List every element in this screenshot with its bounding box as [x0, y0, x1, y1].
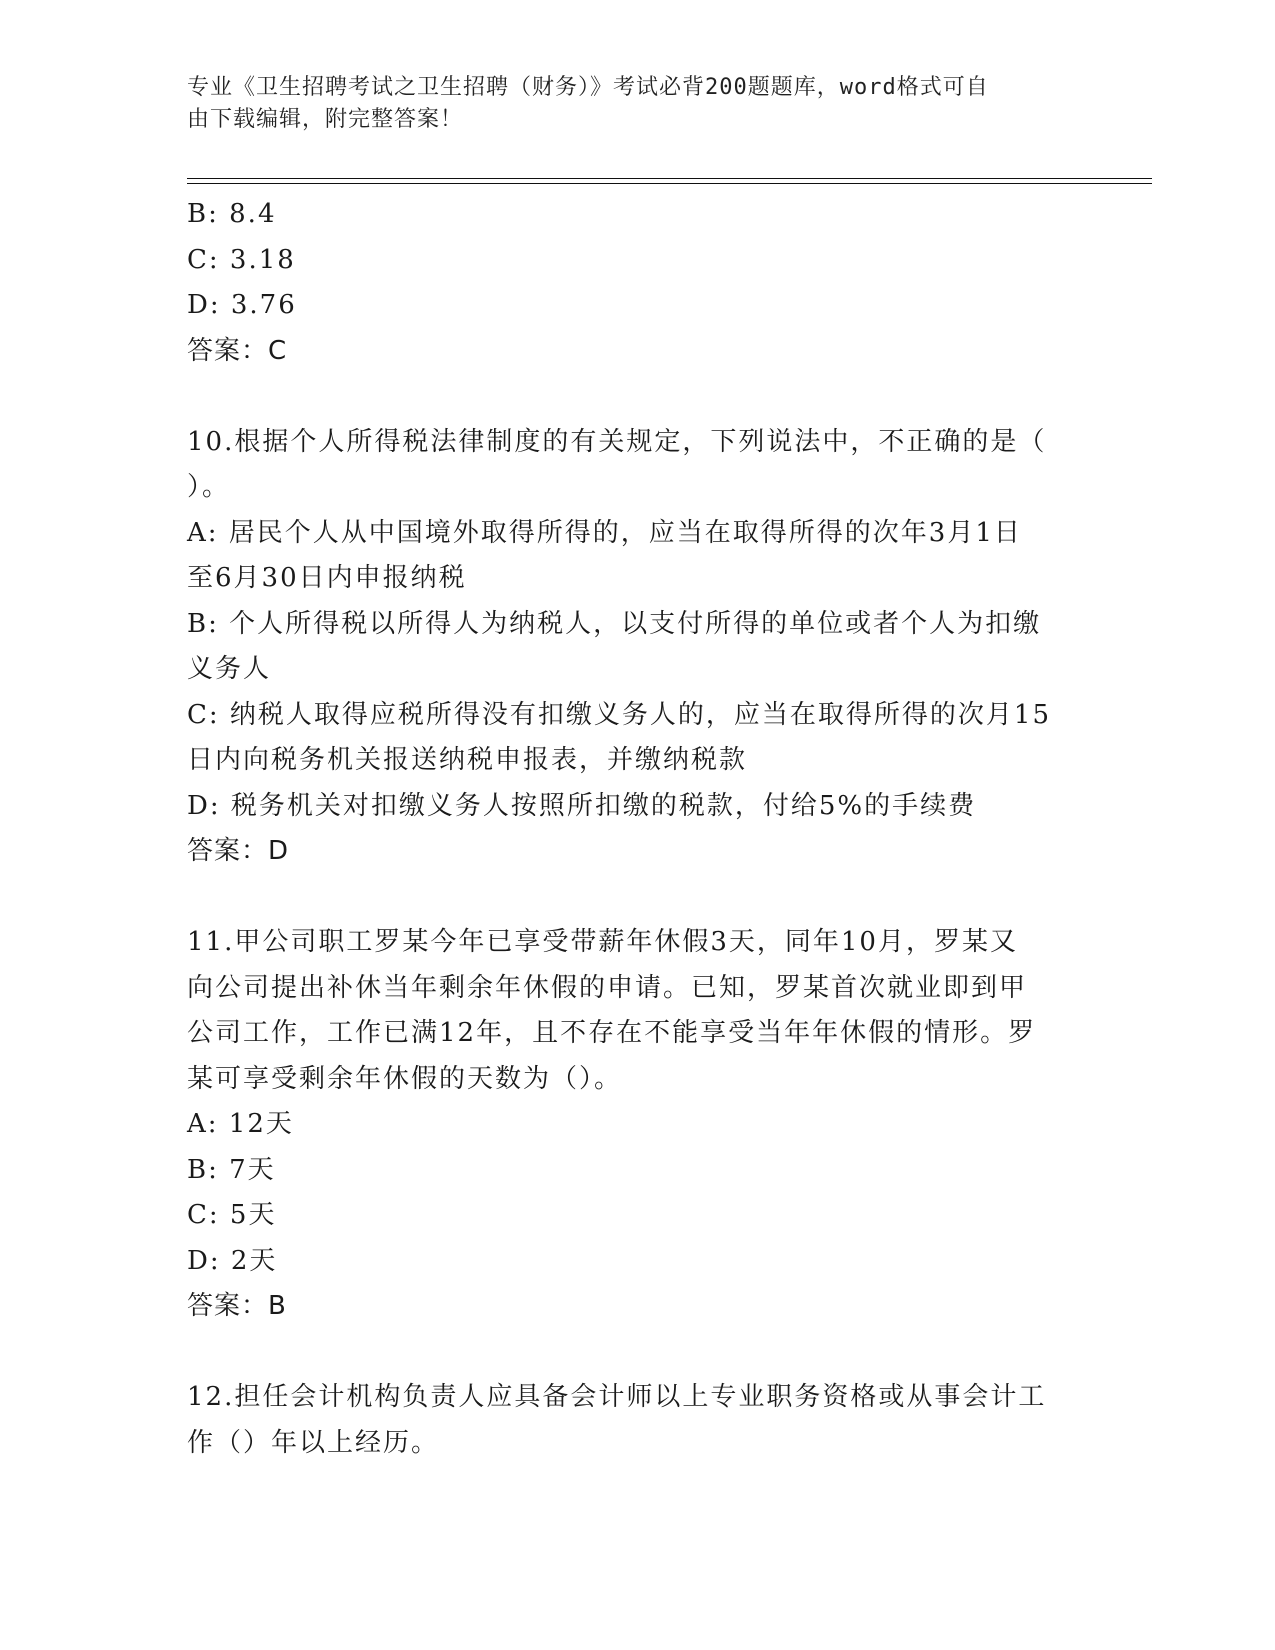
question-11: [187, 920, 1087, 1330]
header-line-2: 由下载编辑，附完整答案！: [187, 107, 464, 132]
spacer: [187, 374, 1087, 420]
option-c: C: 3.18: [187, 244, 296, 275]
question-12: [187, 1375, 1087, 1466]
question-10: [187, 420, 1087, 875]
answer: 答案：D: [187, 836, 290, 866]
question-stem: 向公司提出补休当年剩余年休假的申请。已知，罗某首次就业即到甲: [187, 972, 1028, 1003]
question-stem: 作（）年以上经历。: [187, 1427, 440, 1458]
document-header: [187, 72, 1067, 136]
question-stem: 12.担任会计机构负责人应具备会计师以上专业职务资格或从事会计工: [187, 1382, 1047, 1412]
spacer: [187, 1330, 1087, 1376]
option-a: A: 居民个人从中国境外取得所得的，应当在取得所得的次年3月1日: [187, 517, 1022, 548]
option-c: C: 纳税人取得应税所得没有扣缴义务人的，应当在取得所得的次月15: [187, 699, 1052, 730]
option-a: 至6月30日内申报纳税: [187, 563, 467, 593]
question-stem: ）。: [187, 472, 231, 502]
option-b: B: 7天: [187, 1154, 276, 1185]
question-stem: 10.根据个人所得税法律制度的有关规定，下列说法中，不正确的是（: [187, 426, 1047, 457]
question-content: [187, 192, 1087, 1466]
option-d: D: 3.76: [187, 290, 297, 320]
option-c: 日内向税务机关报送纳税申报表，并缴纳税款: [187, 745, 748, 775]
header-line-1: 专业《卫生招聘考试之卫生招聘（财务）》考试必背200题题库，word格式可自: [187, 75, 989, 100]
header-rule-top: [187, 178, 1152, 179]
header-rule-bottom: [187, 183, 1152, 184]
answer: 答案：C: [187, 335, 288, 366]
option-c: C: 5天: [187, 1200, 277, 1230]
answer: 答案：B: [187, 1291, 287, 1321]
option-d: D: 税务机关对扣缴义务人按照所扣缴的税款，付给5%的手续费: [187, 790, 977, 821]
option-b: B: 8.4: [187, 199, 277, 229]
question-stem: 公司工作，工作已满12年，且不存在不能享受当年年休假的情形。罗: [187, 1018, 1037, 1048]
question-9-tail: [187, 192, 1087, 374]
question-stem: 11.甲公司职工罗某今年已享受带薪年休假3天，同年10月，罗某又: [187, 927, 1018, 957]
option-a: A: 12天: [187, 1109, 294, 1139]
option-d: D: 2天: [187, 1245, 278, 1276]
question-stem: 某可享受剩余年休假的天数为（）。: [187, 1063, 623, 1094]
option-b: 义务人: [187, 654, 272, 684]
option-b: B: 个人所得税以所得人为纳税人，以支付所得的单位或者个人为扣缴: [187, 608, 1042, 639]
spacer: [187, 875, 1087, 921]
